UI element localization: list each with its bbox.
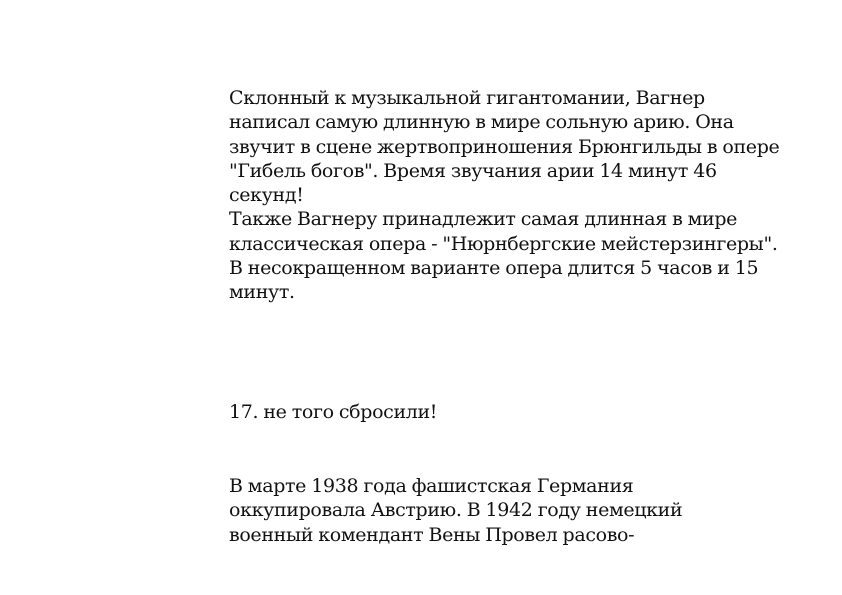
text-line: звучит в сцене жертвоприношения Брюнгильды в опере xyxy=(229,135,780,158)
text-line: Склонный к музыкальной гигантомании, Вагнер xyxy=(229,87,705,109)
text-line: минут. xyxy=(229,281,295,304)
text-line: В марте 1938 года фашистская Германия xyxy=(229,475,634,497)
text-line: оккупировала Австрию. В 1942 году немецкий xyxy=(229,499,683,522)
section-heading xyxy=(229,400,769,424)
text-line: В несокращенном варианте опера длится 5 часов и 15 xyxy=(229,257,759,280)
heading-text: 17. не того сбросили! xyxy=(229,401,438,423)
text-line: секунд! xyxy=(229,184,304,207)
text-line: Также Вагнеру принадлежит самая длинная в мире xyxy=(229,208,738,231)
text-line: классическая опера - "Нюрнбергские мейстерзингеры". xyxy=(229,232,778,255)
paragraph-vienna-1938 xyxy=(229,474,769,547)
paragraph-wagner-aria xyxy=(229,86,780,305)
text-line: написал самую длинную в мире сольную арию. Она xyxy=(229,111,734,134)
text-line: "Гибель богов". Время звучания арии 14 минут 46 xyxy=(229,159,717,182)
text-line: военный комендант Вены Провел расово- xyxy=(229,523,635,546)
